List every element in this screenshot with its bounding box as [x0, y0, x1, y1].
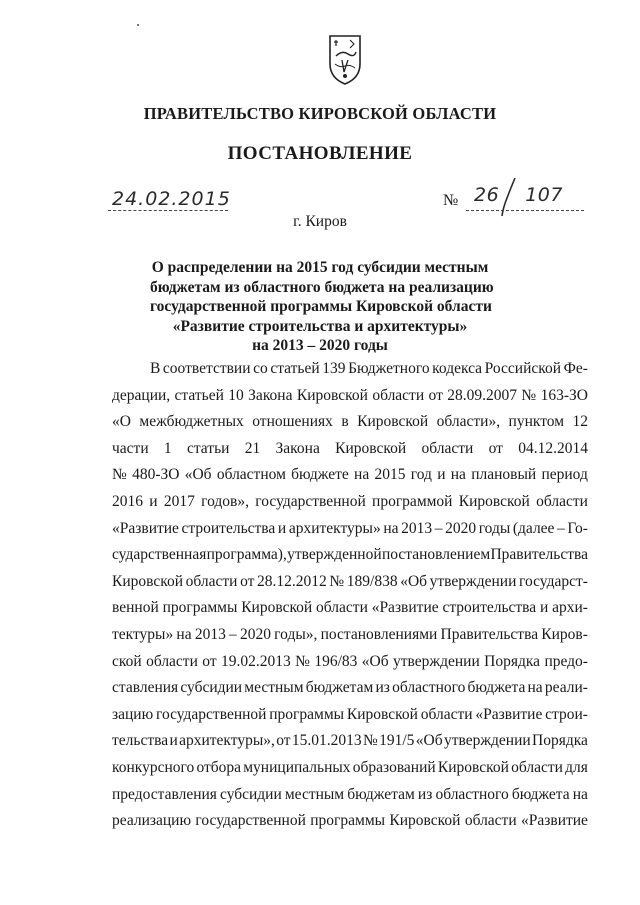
body-word: Кировской: [389, 812, 461, 830]
body-word: области: [372, 386, 425, 404]
body-word: Кировской: [296, 386, 368, 404]
body-word: в: [341, 413, 349, 431]
body-word: строительства: [442, 599, 537, 617]
body-word: «Развитие: [521, 812, 588, 830]
body-line: [112, 675, 588, 702]
body-word: 189/838: [346, 572, 398, 590]
handwritten-date: 24.02.2015: [112, 188, 231, 210]
body-word: архи-: [552, 599, 588, 617]
body-word: области: [536, 492, 588, 510]
body-word: местным: [284, 785, 345, 803]
body-word: реализацию: [112, 812, 192, 830]
body-word: для: [565, 758, 588, 776]
body-word: статьей: [270, 360, 320, 377]
body-line: [112, 436, 588, 463]
number-part-left: 26: [474, 184, 500, 206]
body-word: Кировской: [437, 758, 509, 776]
number-slash-icon: [498, 176, 518, 218]
body-line: [112, 462, 588, 489]
body-word: (далее: [512, 519, 555, 537]
body-word: 2017: [163, 492, 195, 510]
body-word: Кировской: [241, 599, 313, 617]
body-word: №: [362, 732, 378, 750]
body-word: тельства: [112, 732, 169, 750]
body-word: «О: [112, 413, 131, 431]
body-word: от: [240, 572, 255, 590]
body-word: части: [112, 439, 149, 457]
body-line: [112, 808, 588, 835]
body-word: от: [276, 732, 291, 750]
body-word: бюджете: [291, 466, 349, 484]
body-word: на: [450, 466, 466, 484]
body-word: 2015: [374, 466, 406, 484]
body-word: области: [146, 652, 198, 670]
body-word: государственной: [195, 812, 306, 830]
body-word: архитектуры»,: [179, 732, 275, 750]
body-line: [112, 702, 588, 729]
body-word: области: [464, 812, 517, 830]
body-word: 19.02.2013: [221, 652, 291, 670]
body-word: субсидии: [220, 785, 282, 803]
body-word: 480-ЗО: [132, 466, 180, 484]
city: г. Киров: [293, 213, 347, 230]
body-word: государст-: [519, 572, 588, 590]
body-word: –: [557, 519, 565, 537]
body-word: областного: [392, 679, 466, 697]
number-part-right: 107: [525, 184, 563, 206]
body-word: и: [540, 599, 549, 617]
body-word: 2016: [112, 492, 143, 510]
body-word: венной: [112, 599, 159, 617]
body-word: бюджета: [511, 785, 570, 803]
body-word: постановлениями: [320, 625, 438, 643]
body-word: от: [488, 439, 503, 457]
body-word: 12: [572, 413, 588, 431]
body-word: Правительства: [490, 546, 588, 564]
body-line: [112, 542, 588, 569]
body-word: «Об: [361, 652, 389, 670]
body-word: 10: [228, 386, 244, 404]
body-word: 163-ЗО: [540, 386, 588, 404]
body-line: [112, 409, 588, 436]
body-word: статьей: [174, 386, 224, 404]
body-word: и: [437, 466, 446, 484]
body-word: статьи: [186, 439, 230, 457]
body-word: соответствии: [162, 360, 251, 377]
body-word: «Об: [184, 466, 212, 484]
body-line: [112, 489, 588, 516]
body-word: Порядка: [532, 732, 588, 750]
body-word: В: [150, 360, 161, 377]
body-word: Закона: [275, 439, 320, 457]
number-sign: №: [443, 192, 459, 209]
body-word: ской: [112, 652, 142, 670]
body-word: №: [329, 572, 345, 590]
body-word: области: [185, 572, 238, 590]
body-line: [112, 569, 588, 596]
body-word: от: [202, 652, 217, 670]
body-word: реали-: [544, 679, 588, 697]
body-word: на: [176, 625, 192, 643]
document-type: ПОСТАНОВЛЕНИЕ: [227, 143, 413, 164]
body-word: программы: [162, 599, 238, 617]
body-line: [112, 356, 588, 383]
handwritten-number: [474, 184, 563, 206]
government-title: ПРАВИТЕЛЬСТВО КИРОВСКОЙ ОБЛАСТИ: [143, 104, 497, 123]
body-word: годы: [478, 519, 511, 537]
scan-speck: [137, 24, 139, 26]
body-word: 04.12.2014: [518, 439, 588, 457]
body-word: областного: [435, 785, 509, 803]
body-word: Кировской: [346, 705, 418, 723]
body-word: 2020: [239, 625, 271, 643]
body-word: зацию: [112, 705, 154, 723]
body-word: межбюджетных: [139, 413, 244, 431]
body-word: плановый: [471, 466, 537, 484]
body-word: «Развитие: [371, 599, 439, 617]
subject-line: «Развитие строительства и архитектуры»: [172, 317, 468, 335]
body-word: Го-: [567, 519, 588, 537]
body-word: №: [521, 386, 537, 404]
body-word: на: [383, 519, 399, 537]
body-word: и: [149, 492, 158, 510]
subject-line: бюджетам из областного бюджета на реализацию: [150, 278, 494, 296]
body-word: кодекса: [432, 360, 483, 377]
body-word: 15.01.2013: [291, 732, 362, 750]
body-word: бюджета: [467, 679, 526, 697]
body-word: бюджетам: [305, 679, 374, 697]
body-word: годов»,: [201, 492, 249, 510]
body-line: [112, 622, 588, 649]
body-word: строи-: [545, 705, 588, 723]
body-word: утверждении: [443, 732, 531, 750]
body-word: на: [527, 679, 543, 697]
body-word: годы»,: [274, 625, 318, 643]
body-word: утверждении: [393, 652, 480, 670]
body-word: области: [511, 758, 563, 776]
document-subject: [150, 258, 494, 356]
body-word: предо-: [544, 652, 588, 670]
body-word: 21: [244, 439, 261, 457]
body-word: области»,: [436, 413, 501, 431]
body-word: области: [421, 439, 474, 457]
body-word: 2020: [445, 519, 477, 537]
subject-line: О распределении на 2015 год субсидии местным: [151, 259, 489, 276]
body-line: [112, 516, 588, 543]
body-word: 191/5: [379, 732, 415, 750]
subject-line: государственной программы Кировской области: [150, 298, 492, 315]
body-line: [112, 649, 588, 676]
body-word: Российской: [484, 360, 562, 377]
body-word: конкурсного: [112, 758, 195, 776]
body-word: «Развитие: [112, 519, 179, 537]
body-word: программы: [310, 812, 386, 830]
body-word: Кировской: [335, 439, 407, 457]
body-word: 2013: [401, 519, 433, 537]
body-line: [112, 383, 588, 410]
date-underline: [108, 210, 228, 211]
body-word: 1: [163, 439, 172, 457]
body-word: пунктом: [508, 413, 565, 431]
body-word: государственной: [255, 492, 366, 510]
body-word: постановлением: [381, 546, 491, 564]
body-word: программы: [269, 705, 345, 723]
body-word: со: [253, 360, 268, 377]
body-word: строительства: [181, 519, 276, 537]
body-word: ставления: [112, 679, 179, 697]
body-word: 28.09.2007: [447, 386, 517, 404]
body-word: –: [229, 625, 237, 643]
coat-of-arms-icon: [328, 34, 362, 86]
body-line: [112, 755, 588, 782]
body-word: Кировской: [112, 572, 184, 590]
subject-line: на 2013 – 2020 годы: [252, 337, 388, 354]
body-word: от: [428, 386, 443, 404]
body-word: Кировской: [458, 492, 530, 510]
body-word: –: [434, 519, 443, 537]
body-word: из: [417, 785, 433, 803]
body-word: 196/83: [314, 652, 358, 670]
body-word: «Развитие: [475, 705, 543, 723]
body-word: бюджетам: [347, 785, 415, 803]
body-word: отбора: [196, 758, 242, 776]
body-line: [112, 728, 588, 755]
body-word: Правительства: [440, 625, 539, 643]
body-word: период: [541, 466, 588, 484]
body-word: области: [316, 599, 368, 617]
body-word: дерации,: [112, 386, 171, 404]
body-word: предоставления: [112, 785, 217, 803]
body-word: и: [277, 519, 287, 537]
body-word: Закона: [248, 386, 293, 404]
body-word: архитектуры»: [288, 519, 381, 537]
body-word: утвержденной: [287, 546, 382, 564]
body-word: области: [420, 705, 473, 723]
body-word: тектуры»: [112, 625, 174, 643]
body-word: муниципальных: [243, 758, 351, 776]
body-word: 28.12.2012: [257, 572, 327, 590]
body-word: 2013: [194, 625, 226, 643]
body-line: [112, 782, 588, 809]
body-word: программой: [372, 492, 453, 510]
body-word: год: [410, 466, 432, 484]
body-word: Бюджетного: [348, 360, 430, 377]
number-underline: [466, 210, 584, 211]
body-word: №: [295, 652, 310, 670]
body-word: «Об: [400, 572, 428, 590]
body-word: отношениях: [252, 413, 333, 431]
body-word: Порядка: [484, 652, 541, 670]
body-word: утверждении: [429, 572, 517, 590]
body-word: программа),: [206, 546, 287, 564]
body-line: [112, 595, 588, 622]
body-word: областном: [216, 466, 286, 484]
body-word: Фе-: [563, 360, 588, 377]
body-word: 139: [322, 360, 346, 377]
body-word: из: [375, 679, 390, 697]
body-word: местным: [244, 679, 304, 697]
body-word: Кировской: [357, 413, 429, 431]
body-word: сударственная: [112, 546, 207, 564]
body-word: на: [354, 466, 370, 484]
body-word: на: [572, 785, 588, 803]
body-word: и: [169, 732, 178, 750]
body-word: №: [112, 466, 127, 484]
body-word: субсидии: [180, 679, 243, 697]
body-word: образований: [352, 758, 436, 776]
document-body: [112, 356, 588, 835]
body-word: государственной: [155, 705, 267, 723]
body-word: «Об: [415, 732, 443, 750]
body-word: Киров-: [541, 625, 588, 643]
